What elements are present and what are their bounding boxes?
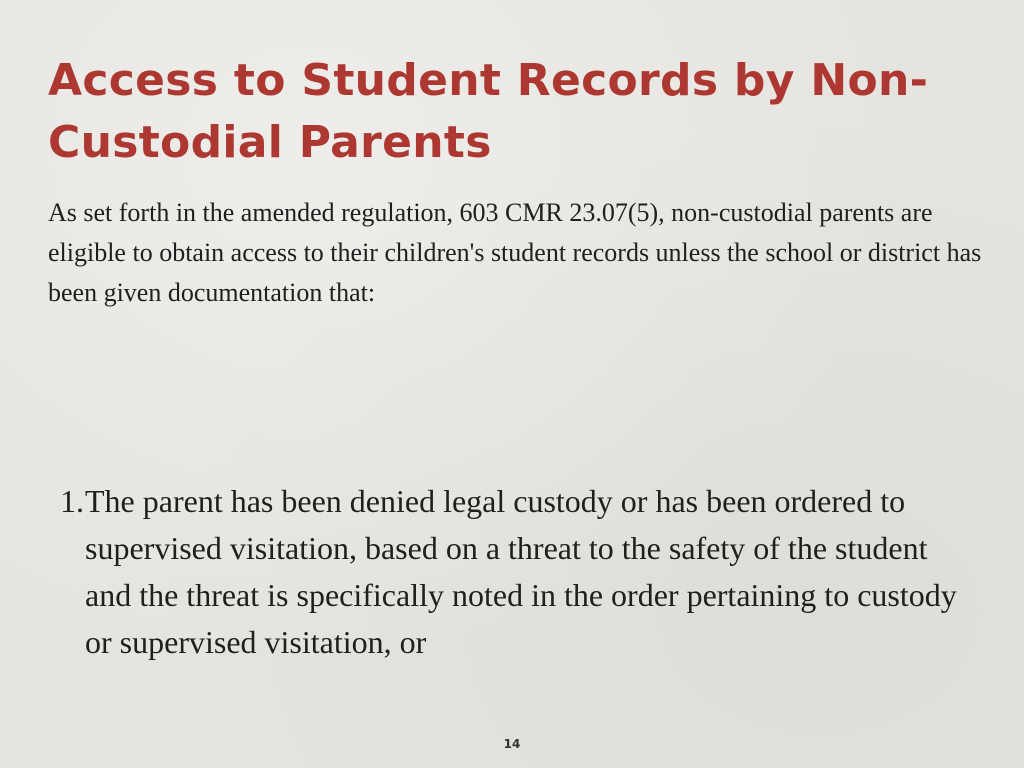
- intro-paragraph: As set forth in the amended regulation, 603 CMR 23.07(5), non-custodial parents are eligible to obtain access to their children's student records unless the school or district has been given documentation that:: [48, 198, 982, 307]
- list-item-number: 1.: [60, 483, 84, 519]
- list-item: [60, 478, 960, 666]
- list-item-text: The parent has been denied legal custody or has been ordered to supervised visitation, based on a threat to the safety of the student and the threat is specifically noted in the order pertaining to custody or supervised visitation, or: [85, 483, 957, 660]
- numbered-list: [60, 478, 960, 666]
- slide-title: Access to Student Records by Non-Custodial Parents: [48, 55, 929, 168]
- page-number: 14: [503, 737, 521, 751]
